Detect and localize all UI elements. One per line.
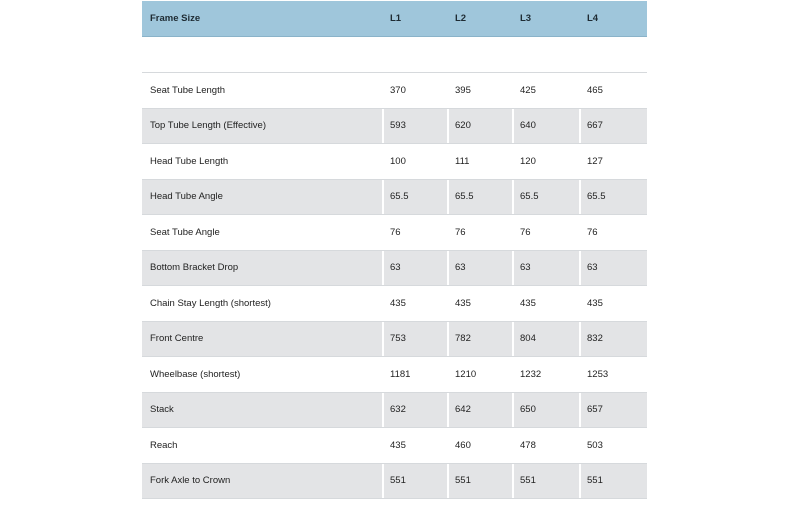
table-cell: 65.5: [587, 191, 606, 203]
table-row: [142, 251, 647, 287]
column-separator: [382, 109, 384, 144]
column-separator: [512, 251, 514, 286]
table-cell: 370: [390, 84, 406, 96]
table-row: [142, 393, 647, 429]
table-cell: 63: [455, 262, 466, 274]
table-body: [142, 73, 647, 499]
row-label: Front Centre: [150, 333, 204, 345]
geometry-table: [142, 1, 647, 499]
table-cell: 782: [455, 333, 471, 345]
table-cell: 1253: [587, 368, 609, 380]
column-separator: [579, 180, 581, 215]
row-label: Stack: [150, 404, 174, 416]
table-cell: 63: [390, 262, 401, 274]
column-separator: [382, 180, 384, 215]
table-cell: 832: [587, 333, 603, 345]
column-separator: [579, 251, 581, 286]
table-cell: 503: [587, 439, 603, 451]
table-cell: 551: [520, 475, 536, 487]
table-cell: 1210: [455, 368, 477, 380]
column-separator: [512, 393, 514, 428]
table-row: [142, 180, 647, 216]
column-separator: [447, 322, 449, 357]
row-label: Seat Tube Length: [150, 84, 226, 96]
header-l2: L2: [455, 13, 467, 24]
column-separator: [579, 109, 581, 144]
table-cell: 632: [390, 404, 406, 416]
column-separator: [512, 464, 514, 499]
table-cell: 435: [587, 297, 603, 309]
column-separator: [512, 322, 514, 357]
column-separator: [382, 251, 384, 286]
table-cell: 63: [520, 262, 531, 274]
table-cell: 76: [455, 226, 466, 238]
table-cell: 76: [390, 226, 401, 238]
column-separator: [382, 464, 384, 499]
table-row: [142, 322, 647, 358]
table-cell: 465: [587, 84, 603, 96]
column-separator: [447, 393, 449, 428]
table-row: [142, 357, 647, 393]
table-cell: 435: [390, 297, 406, 309]
table-row: [142, 144, 647, 180]
table-cell: 667: [587, 120, 603, 132]
table-spacer-row: [142, 37, 647, 73]
row-label: Wheelbase (shortest): [150, 368, 241, 380]
table-cell: 551: [587, 475, 603, 487]
table-cell: 640: [520, 120, 536, 132]
row-label: Chain Stay Length (shortest): [150, 297, 271, 309]
table-cell: 551: [455, 475, 471, 487]
table-cell: 76: [520, 226, 531, 238]
row-label: Reach: [150, 439, 178, 451]
row-label: Bottom Bracket Drop: [150, 262, 239, 274]
column-separator: [579, 322, 581, 357]
table-cell: 650: [520, 404, 536, 416]
table-row: [142, 428, 647, 464]
table-row: [142, 286, 647, 322]
column-separator: [447, 180, 449, 215]
column-separator: [447, 251, 449, 286]
table-cell: 100: [390, 155, 406, 167]
table-cell: 1181: [390, 368, 411, 380]
table-cell: 642: [455, 404, 471, 416]
column-separator: [512, 109, 514, 144]
table-cell: 593: [390, 120, 406, 132]
table-cell: 753: [390, 333, 406, 345]
column-separator: [382, 322, 384, 357]
header-l3: L3: [520, 13, 532, 24]
header-l1: L1: [390, 13, 402, 24]
column-separator: [382, 393, 384, 428]
table-cell: 395: [455, 84, 471, 96]
table-cell: 65.5: [520, 191, 539, 203]
table-row: [142, 215, 647, 251]
table-cell: 127: [587, 155, 603, 167]
table-cell: 804: [520, 333, 536, 345]
table-cell: 657: [587, 404, 603, 416]
table-row: [142, 109, 647, 145]
column-separator: [579, 393, 581, 428]
table-cell: 460: [455, 439, 471, 451]
table-header-row: [142, 1, 647, 37]
row-label: Fork Axle to Crown: [150, 475, 231, 487]
column-separator: [447, 109, 449, 144]
row-label: Head Tube Length: [150, 155, 229, 167]
table-cell: 435: [390, 439, 406, 451]
header-frame-size: Frame Size: [150, 13, 201, 24]
table-cell: 620: [455, 120, 471, 132]
table-cell: 63: [587, 262, 598, 274]
table-cell: 111: [455, 155, 470, 167]
table-cell: 1232: [520, 368, 542, 380]
table-cell: 65.5: [390, 191, 409, 203]
table-cell: 551: [390, 475, 406, 487]
column-separator: [512, 180, 514, 215]
column-separator: [447, 464, 449, 499]
table-row: [142, 73, 647, 109]
row-label: Seat Tube Angle: [150, 226, 220, 238]
row-label: Top Tube Length (Effective): [150, 120, 267, 132]
table-cell: 120: [520, 155, 536, 167]
table-cell: 425: [520, 84, 536, 96]
column-separator: [579, 464, 581, 499]
table-cell: 65.5: [455, 191, 474, 203]
table-cell: 435: [455, 297, 471, 309]
row-label: Head Tube Angle: [150, 191, 223, 203]
header-l4: L4: [587, 13, 599, 24]
table-cell: 435: [520, 297, 536, 309]
table-row: [142, 464, 647, 500]
table-cell: 478: [520, 439, 536, 451]
table-cell: 76: [587, 226, 598, 238]
